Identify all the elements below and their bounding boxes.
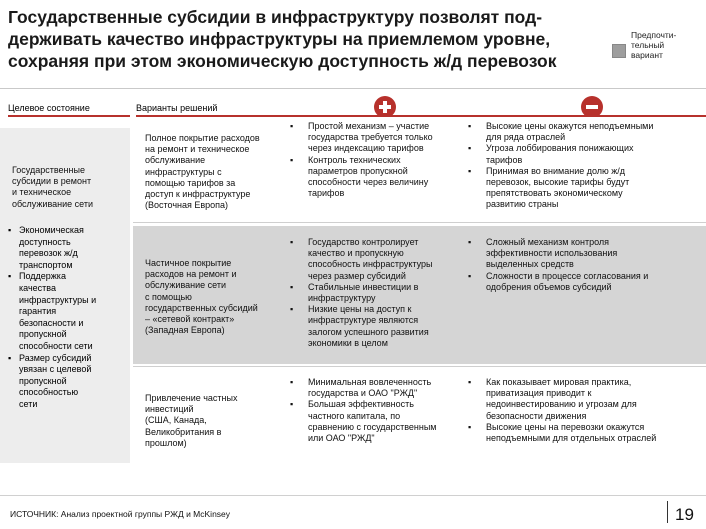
- cons-list: [468, 377, 656, 444]
- option-description: Привлечение частных инвестиций (США, Канада, Великобритания в прошлом): [145, 393, 238, 448]
- option-description: Полное покрытие расходов на ремонт и техническое обслуживание инфраструктуры с помощью тарифов за доступ к инфраструктуре (Восточная Европа): [145, 133, 260, 211]
- pro-item: ▪ Минимальная вовлеченность государства и ОАО "РЖД": [290, 377, 436, 399]
- page-number: 19: [675, 505, 694, 524]
- con-item: ▪ Высокие цены окажутся неподъемными для ряда отраслей: [468, 121, 653, 143]
- pros-list: [290, 377, 436, 444]
- target-state-line: субсидии в ремонт: [12, 176, 92, 187]
- plus-icon: [374, 96, 396, 118]
- con-item: ▪ Угроза лоббирования понижающих тарифов: [468, 143, 653, 165]
- con-item: ▪ Сложности в процессе согласования и одобрения объемов субсидий: [468, 271, 648, 293]
- slide-title-line: сохраняя при этом экономическую доступность ж/д перевозок: [8, 51, 557, 71]
- target-state-heading: [12, 165, 124, 210]
- pro-item: ▪ Простой механизм – участие государства требуется только через индексацию тарифов: [290, 121, 433, 155]
- pro-item: ▪ Стабильные инвестиции в инфраструктуру: [290, 282, 433, 304]
- target-bullet: ▪ Поддержка качества инфраструктуры и гарантия безопасности и пропускной способности сети: [8, 271, 128, 352]
- target-bullet: ▪ Размер субсидий увязан с целевой пропускной способностью сети: [8, 353, 128, 411]
- pro-item: ▪ Большая эффективность частного капитала, по сравнению с государственным или ОАО "РЖД": [290, 399, 436, 444]
- row-divider: [133, 222, 706, 223]
- legend-line: Предпочти-: [631, 30, 677, 40]
- legend-swatch: [612, 44, 626, 58]
- title-divider: [0, 88, 706, 89]
- source-note: ИСТОЧНИК: Анализ проектной группы РЖД и McKinsey: [10, 509, 231, 519]
- legend-label: [631, 30, 703, 60]
- legend-line: вариант: [631, 50, 663, 60]
- pro-item: ▪ Низкие цены на доступ к инфраструктуре являются залогом успешного развития экономики в целом: [290, 304, 433, 349]
- con-item: ▪ Высокие цены на перевозки окажутся неподъемными для отдельных отраслей: [468, 422, 656, 444]
- pros-list: [290, 121, 433, 199]
- cons-list: [468, 237, 648, 293]
- target-state-bullets: [8, 225, 128, 411]
- slide-title-line: Государственные субсидии в инфраструктуру позволят под-: [8, 7, 543, 27]
- pro-item: ▪ Государство контролирует качество и пропускную способность инфраструктуры через размер субсидий: [290, 237, 433, 282]
- page-number-separator: [667, 501, 668, 523]
- legend-line: тельный: [631, 40, 665, 50]
- minus-icon: [581, 96, 603, 118]
- header-options: Варианты решений: [136, 103, 218, 113]
- pros-list: [290, 237, 433, 349]
- con-item: ▪ Принимая во внимание долю ж/д перевозок, высокие тарифы будут препятствовать экономическому развитию страны: [468, 166, 653, 211]
- target-bullet: ▪ Экономическая доступность перевозок ж/д транспортом: [8, 225, 128, 271]
- con-item: ▪ Сложный механизм контроля эффективности использования выделенных средств: [468, 237, 648, 271]
- target-state-line: Государственные: [12, 165, 85, 175]
- slide-title: [8, 6, 608, 72]
- target-state-line: и техническое: [12, 187, 72, 198]
- header-target-state: Целевое состояние: [8, 103, 90, 113]
- pro-item: ▪ Контроль технических параметров пропускной способности через величину тарифов: [290, 155, 433, 200]
- option-description: Частичное покрытие расходов на ремонт и обслуживание сети с помощью государственных субсидий – «сетевой контракт» (Западная Европа): [145, 258, 258, 336]
- slide-title-line: держивать качество инфраструктуры на приемлемом уровне,: [8, 29, 551, 49]
- cons-list: [468, 121, 653, 211]
- header-target-underline: [8, 115, 130, 117]
- con-item: ▪ Как показывает мировая практика, приватизация приводит к недоинвестированию и угрозам для безопасности движения: [468, 377, 656, 422]
- target-state-line: обслуживание сети: [12, 198, 94, 209]
- row-divider: [133, 366, 706, 367]
- footer-divider: [0, 495, 706, 496]
